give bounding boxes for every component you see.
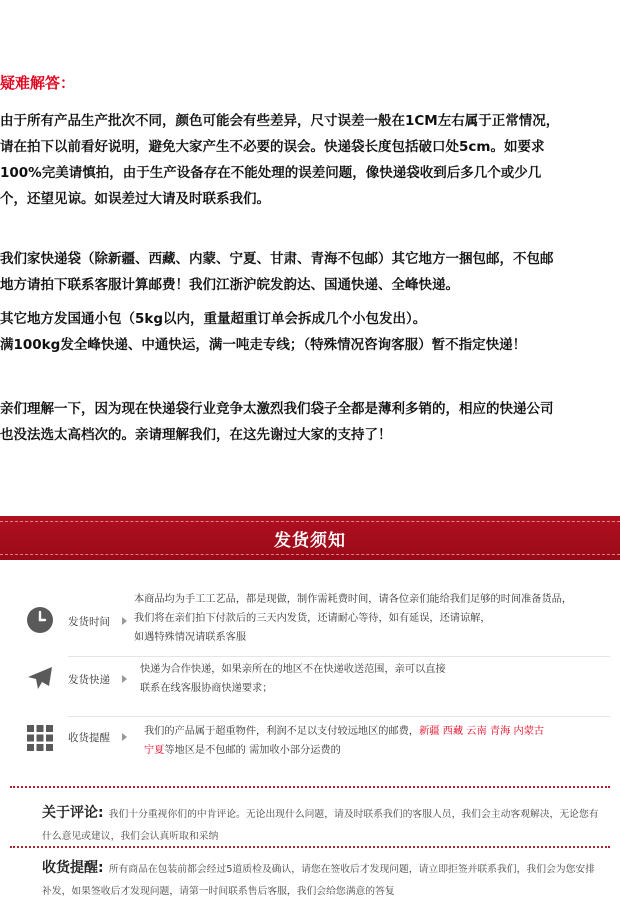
- row-label: 收货提醒: [68, 732, 110, 744]
- note-receipt: [42, 857, 602, 901]
- row-text: [134, 590, 572, 647]
- text-line: 我们家快递袋（除新疆、西藏、内蒙、宁夏、甘肃、青海不包邮）其它地方一捆包邮，不包邮: [0, 251, 554, 267]
- airplane-icon: [26, 664, 54, 692]
- text-line: 如遇特殊情况请联系客服: [134, 632, 247, 643]
- faq-title: 疑难解答：: [0, 74, 76, 92]
- shipping-row-courier: [10, 660, 610, 712]
- faq-paragraph-parcel: [0, 306, 620, 358]
- grid-icon: [26, 724, 54, 752]
- stitch-line: [0, 554, 620, 555]
- text-line: 亲们理解一下，因为现在快递袋行业竞争太激烈我们袋子全都是薄利多销的，相应的快递公司: [0, 401, 554, 417]
- stitch-line: [0, 521, 620, 522]
- arrow-right-icon: [122, 675, 127, 683]
- text-line: [144, 722, 544, 741]
- text-line: 请在拍下以前看好说明，避免大家产生不必要的误会。快递袋长度包括破口处5cm。如要求: [0, 139, 545, 155]
- text-plain: 等地区是不包邮的 需加收小部分运费的: [164, 745, 341, 756]
- note-title: 关于评论:: [42, 805, 104, 821]
- region-list-red: 新疆 西藏 云南 青海 内蒙古: [419, 726, 545, 737]
- text-line: 本商品均为手工工艺品，都是现做，制作需耗费时间，请各位亲们能给我们足够的时间准备货品，: [134, 594, 573, 605]
- text-line: 地方请拍下联系客服计算邮费！我们江浙沪皖发韵达、国通快递、全峰快递。: [0, 277, 459, 293]
- row-text: [144, 722, 544, 760]
- note-title: 收货提醒:: [42, 860, 104, 876]
- text-line: [144, 741, 544, 760]
- text-line: 我们将在亲们拍下付款后的三天内发货，还请耐心等待，如有延误，还请谅解，: [134, 613, 491, 624]
- text-line: 也没法选太高档次的。亲请理解我们，在这先谢过大家的支持了！: [0, 427, 392, 443]
- region-red: 宁夏: [144, 745, 165, 756]
- text-line: 满100kg发全峰快递、中通快运，满一吨走专线；（特殊情况咨询客服）暂不指定快递！: [0, 337, 527, 353]
- text-line: 由于所有产品生产批次不同，颜色可能会有些差异，尺寸误差一般在1CM左右属于正常情况，: [0, 113, 560, 129]
- row-label: 发货快递: [68, 674, 110, 686]
- banner-title: 发货须知: [274, 531, 346, 551]
- row-text: [140, 660, 446, 698]
- faq-paragraph-shipping-free: [0, 246, 620, 298]
- note-text: 所有商品在包装前都会经过5道质检及确认，请您在签收后才发现问题，请立即拒签并联系我们，我们会为您安排补发，如果签收后才发现问题，请第一时间联系售后客服，我们会给您满意的答复: [42, 864, 595, 897]
- note-review: [42, 802, 602, 846]
- faq-paragraph-thanks: [0, 396, 620, 448]
- text-line: 快递为合作快递，如果亲所在的地区不在快递收送范围，亲可以直接: [140, 664, 446, 675]
- clock-icon: [26, 606, 54, 634]
- shipping-row-receipt: [10, 722, 610, 774]
- text-line: 个，还望见谅。如误差过大请及时联系我们。: [0, 191, 270, 207]
- faq-paragraph-quality: [0, 108, 620, 212]
- text-line: 其它地方发国通小包（5kg以内，重量超重订单会拆成几个小包发出）。: [0, 311, 427, 327]
- note-text: 我们十分重视你们的中肯评论。无论出现什么问题，请及时联系我们的客服人员，我们会主动客观解决，无论您有什么意见或建议，我们会认真听取和采纳: [42, 809, 599, 842]
- text-line: 100%完美请慎拍，由于生产设备存在不能处理的误差问题，像快递袋收到后多几个或少几: [0, 165, 542, 181]
- shipping-notice-banner: [0, 516, 620, 560]
- dotted-divider: [10, 786, 610, 788]
- shipping-row-time: [10, 588, 610, 652]
- dotted-divider: [10, 846, 610, 848]
- row-divider: [68, 716, 610, 717]
- text-line: 联系在线客服协商快递要求；: [140, 683, 273, 694]
- shipping-info-box: [10, 566, 610, 782]
- arrow-right-icon: [122, 617, 127, 625]
- row-divider: [68, 656, 610, 657]
- arrow-right-icon: [122, 733, 127, 741]
- row-label: 发货时间: [68, 616, 110, 628]
- text-plain: 我们的产品属于超重物件，利润不足以支付较远地区的邮费，: [144, 726, 420, 737]
